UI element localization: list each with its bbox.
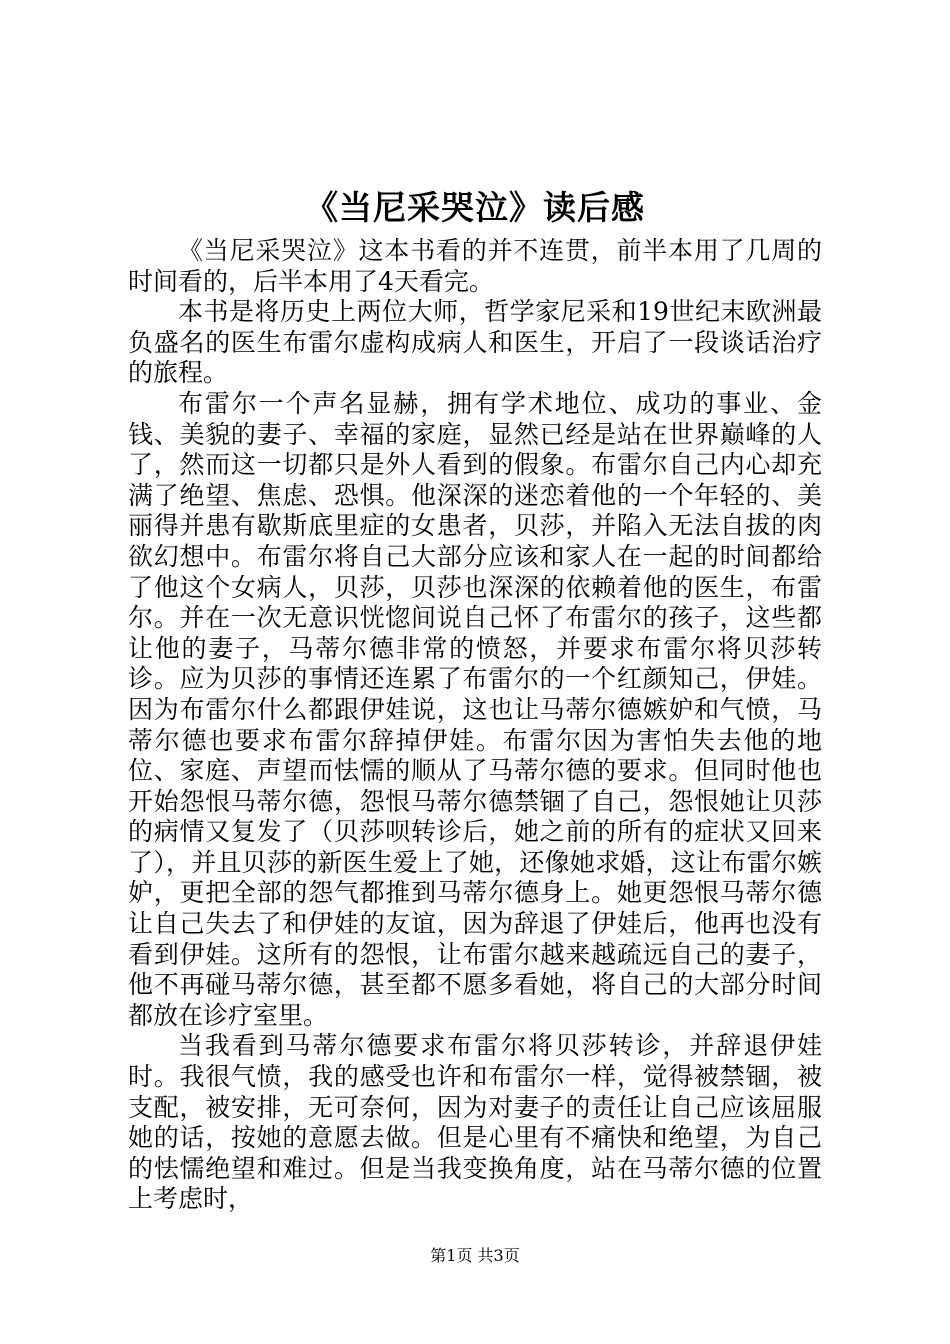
document-title: 《当尼采哭泣》读后感 [305, 188, 645, 227]
document-body [128, 236, 822, 1215]
paragraph: 当我看到马蒂尔德要求布雷尔将贝莎转诊，并辞退伊娃时。我很气愤，我的感受也许和布雷尔一样，觉得被禁锢，被支配，被安排，无可奈何，因为对妻子的责任让自己应该屈服她的话，按她的意愿去做。但是心里有不痛快和绝望，为自己的怯懦绝望和难过。但是当我变换角度，站在马蒂尔德的位置上考虑时， [128, 1031, 822, 1214]
paragraph: 本书是将历史上两位大师，哲学家尼采和19世纪末欧洲最负盛名的医生布雷尔虚构成病人和医生，开启了一段谈话治疗的旅程。 [128, 297, 822, 388]
paragraph: 《当尼采哭泣》这本书看的并不连贯，前半本用了几周的时间看的，后半本用了4天看完。 [128, 236, 822, 296]
page-footer: 第1页 共3页 [430, 1246, 520, 1265]
paragraph: 布雷尔一个声名显赫，拥有学术地位、成功的事业、金钱、美貌的妻子、幸福的家庭，显然已经是站在世界巅峰的人了，然而这一切都只是外人看到的假象。布雷尔自己内心却充满了绝望、焦虑、恐惧。他深深的迷恋着他的一个年轻的、美丽得并患有歇斯底里症的女患者，贝莎，并陷入无法自拔的肉欲幻想中。布雷尔将自己大部分应该和家人在一起的时间都给了他这个女病人，贝莎，贝莎也深深的依赖着他的医生，布雷尔。并在一次无意识恍惚间说自己怀了布雷尔的孩子，这些都让他的妻子，马蒂尔德非常的愤怒，并要求布雷尔将贝莎转诊。应为贝莎的事情还连累了布雷尔的一个红颜知己，伊娃。因为布雷尔什么都跟伊娃说，这也让马蒂尔德嫉妒和气愤，马蒂尔德也要求布雷尔辞掉伊娃。布雷尔因为害怕失去他的地位、家庭、声望而怯懦的顺从了马蒂尔德的要求。但同时他也开始怨恨马蒂尔德，怨恨马蒂尔德禁锢了自己，怨恨她让贝莎的病情又复发了（贝莎呗转诊后，她之前的所有的症状又回来了），并且贝莎的新医生爱上了她，还像她求婚，这让布雷尔嫉妒，更把全部的怨气都推到马蒂尔德身上。她更怨恨马蒂尔德让自己失去了和伊娃的友谊，因为辞退了伊娃后，他再也没有看到伊娃。这所有的怨恨，让布雷尔越来越疏远自己的妻子，他不再碰马蒂尔德，甚至都不愿多看她，将自己的大部分时间都放在诊疗室里。 [128, 388, 822, 1030]
